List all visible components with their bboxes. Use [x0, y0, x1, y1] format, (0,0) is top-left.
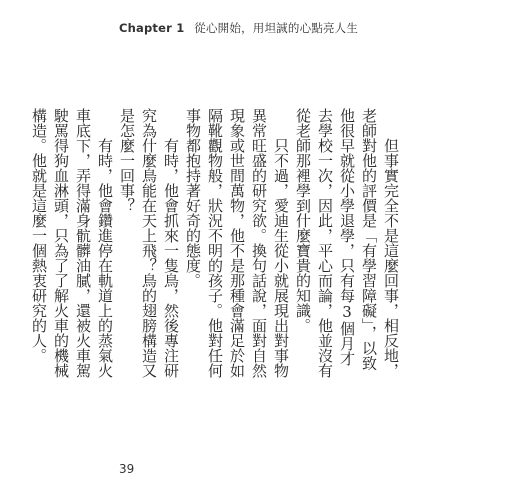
page-number: 39 [119, 462, 135, 476]
paragraph: 只不過，愛迪生從小就展現出對事物異常旺盛的研究欲。換句話說，面對自然現象或世間萬物，他不是那種會滿足於如隔靴觀物般，狀況不明的孩子。他對任何事物都抱持著好奇的態度。 [184, 108, 290, 378]
paragraph: 有時，他會鑽進停在軌道上的蒸氣火車底下，弄得滿身骯髒油膩，還被火車駕駛罵得狗血淋頭，只為了了解火車的機械構造。他就是這麼一個熱衷研究的人。 [30, 108, 114, 378]
paragraph: 有時，他會抓來一隻鳥，然後專注研究為什麼鳥能在天上飛？鳥的翅膀構造又是怎麼一回事？ [118, 108, 180, 378]
body-text [30, 108, 402, 380]
chapter-label: Chapter 1 [119, 21, 185, 35]
running-head [119, 20, 358, 36]
paragraph: 但事實完全不是這麼回事，相反地，老師對他的評價是「有學習障礙」，以致他很早就從小學退學，只有每3個月才去學校一次，因此，平心而論，他並沒有從老師那裡學到什麼寶貴的知識。 [294, 108, 400, 378]
chapter-title: 從心開始，用坦誠的心點亮人生 [194, 21, 359, 35]
